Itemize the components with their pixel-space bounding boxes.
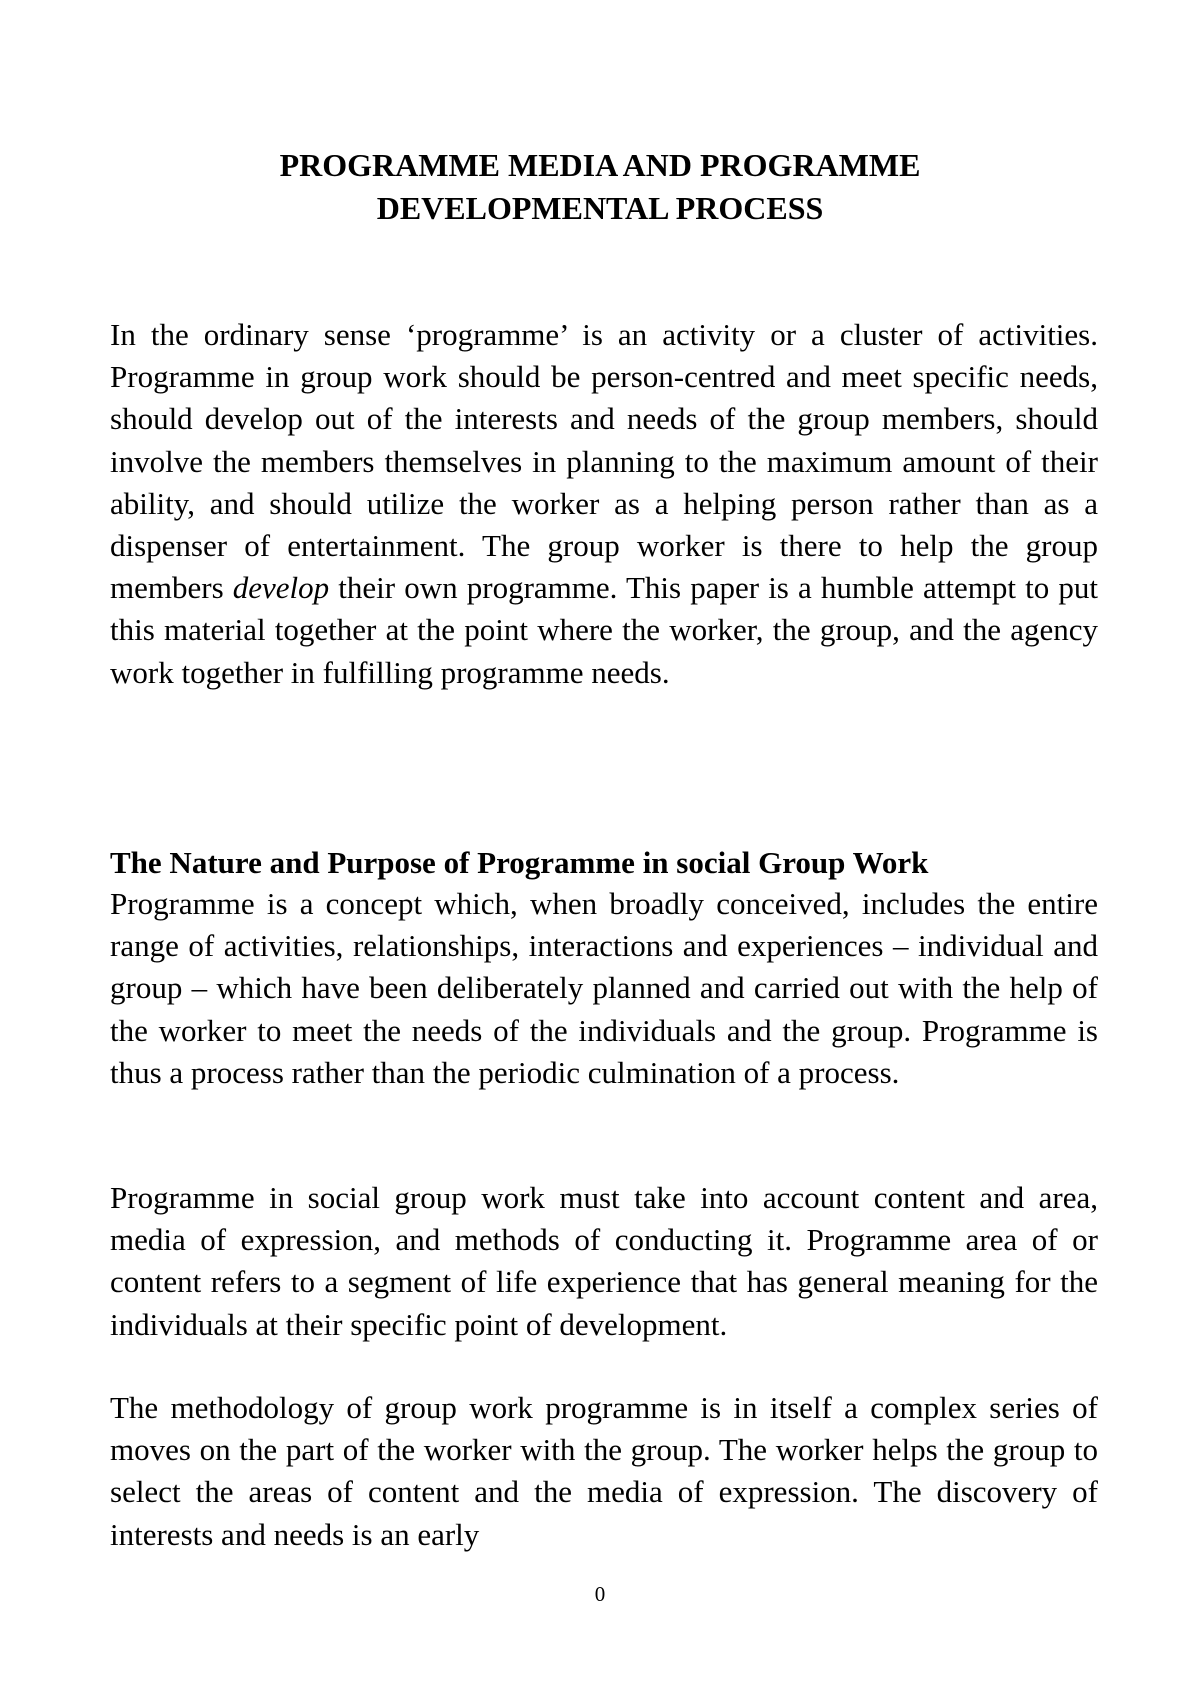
- body-paragraph-1: Programme is a concept which, when broadly conceived, includes the entire range of activities, relationships, interactions and experiences – individual and group – which have been deliberately planned and carried out with the help of the worker to meet the needs of the individuals and the group. Programme is thus a process rather than the periodic culmination of a process.: [110, 886, 1098, 1090]
- section-heading: The Nature and Purpose of Programme in social Group Work: [110, 845, 929, 880]
- body-paragraph-3: The methodology of group work programme is in itself a complex series of moves on the part of the worker with the group. The worker helps the group to select the areas of content and the media of expression. The discovery of interests and needs is an early: [110, 1390, 1098, 1552]
- title-line-1: PROGRAMME MEDIA AND PROGRAMME: [279, 147, 921, 183]
- title-line-2: DEVELOPMENTAL PROCESS: [376, 190, 824, 226]
- intro-paragraph: [110, 314, 1098, 694]
- document-title: [110, 144, 1090, 230]
- intro-text-end: their own programme. This paper is a humble attempt to put this material together at the point where the worker, the group, and the agency work together in fulfilling programme needs.: [110, 570, 1098, 690]
- body-paragraph-2: Programme in social group work must take into account content and area, media of expression, and methods of conducting it. Programme area of or content refers to a segment of life experience that has general meaning for the individuals at their specific point of development.: [110, 1180, 1098, 1342]
- intro-emphasis: develop: [232, 570, 330, 606]
- intro-text-start: In the ordinary sense ‘programme’ is an activity or a cluster of activities. Programme in group work should be person-centred and meet specific needs, should develop out of the interests and needs of the group members, should involve the members themselves in planning to the maximum amount of their ability, and should utilize the worker as a helping person rather than as a dispenser of entertainment. The group worker is there to help the group members: [110, 317, 1098, 606]
- page-number: 0: [594, 1582, 606, 1606]
